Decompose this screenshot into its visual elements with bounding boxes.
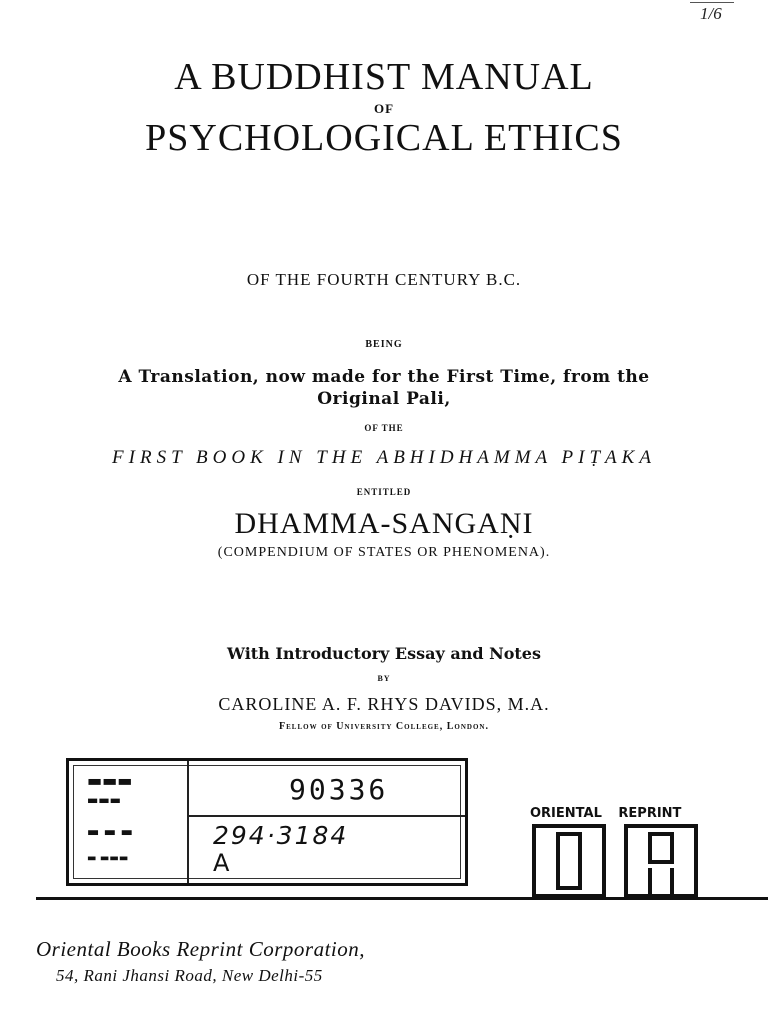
stamp-vertical-divider — [187, 761, 189, 883]
call-number: 294·3184 — [213, 821, 349, 850]
being-label: BEING — [365, 339, 403, 350]
corner-line — [690, 2, 734, 3]
entitled-label: ENTITLED — [356, 487, 412, 497]
logo-text — [530, 806, 708, 821]
of-the-label: OF THE — [364, 423, 404, 433]
publisher-address: 54, Rani Jhansi Road, New Delhi-55 — [56, 966, 323, 985]
work-subtitle: (COMPENDIUM OF STATES OR PHENOMENA). — [217, 545, 551, 560]
title-line-1: A BUDDHIST MANUAL — [174, 56, 594, 98]
by-label: BY — [377, 674, 391, 683]
logo-or-monogram — [530, 824, 708, 898]
publisher-name: Oriental Books Reprint Corporation, — [36, 937, 365, 961]
stamp-label-2: ▬▬▬ — [87, 793, 122, 807]
stamp-horizontal-divider — [187, 815, 465, 817]
author-affiliation: Fellow of University College, London. — [279, 721, 489, 732]
first-book-line: FIRST BOOK IN THE ABHIDHAMMA PIṬAKA — [112, 447, 656, 468]
logo-word-oriental: ORIENTAL — [530, 806, 602, 821]
corner-handwritten-note: 1/6 — [700, 4, 722, 23]
author-name: CAROLINE A. F. RHYS DAVIDS, M.A. — [218, 694, 550, 714]
stamp-label-1: ▬▬▬ — [87, 771, 133, 790]
intro-line: With Introductory Essay and Notes — [227, 644, 541, 663]
translation-line-2: Original Pali, — [317, 389, 451, 409]
title-of: OF — [373, 101, 395, 116]
stamp-label-3: ▬ ▬ ▬ — [87, 825, 133, 840]
stamp-label-4: ▬ ▬▬▬ — [87, 853, 129, 864]
translation-line-1: A Translation, now made for the First Time, from the — [118, 367, 650, 387]
logo-word-reprint: REPRINT — [618, 806, 682, 821]
title-line-2: PSYCHOLOGICAL ETHICS — [145, 117, 623, 159]
accession-number: 90336 — [289, 773, 389, 806]
work-title: DHAMMA-SANGAṆI — [234, 507, 534, 540]
library-stamp — [66, 758, 468, 886]
publisher-logo — [530, 806, 708, 898]
century-subtitle: OF THE FOURTH CENTURY B.C. — [246, 270, 522, 289]
call-number-suffix: A — [213, 849, 230, 877]
divider-line — [36, 897, 768, 900]
